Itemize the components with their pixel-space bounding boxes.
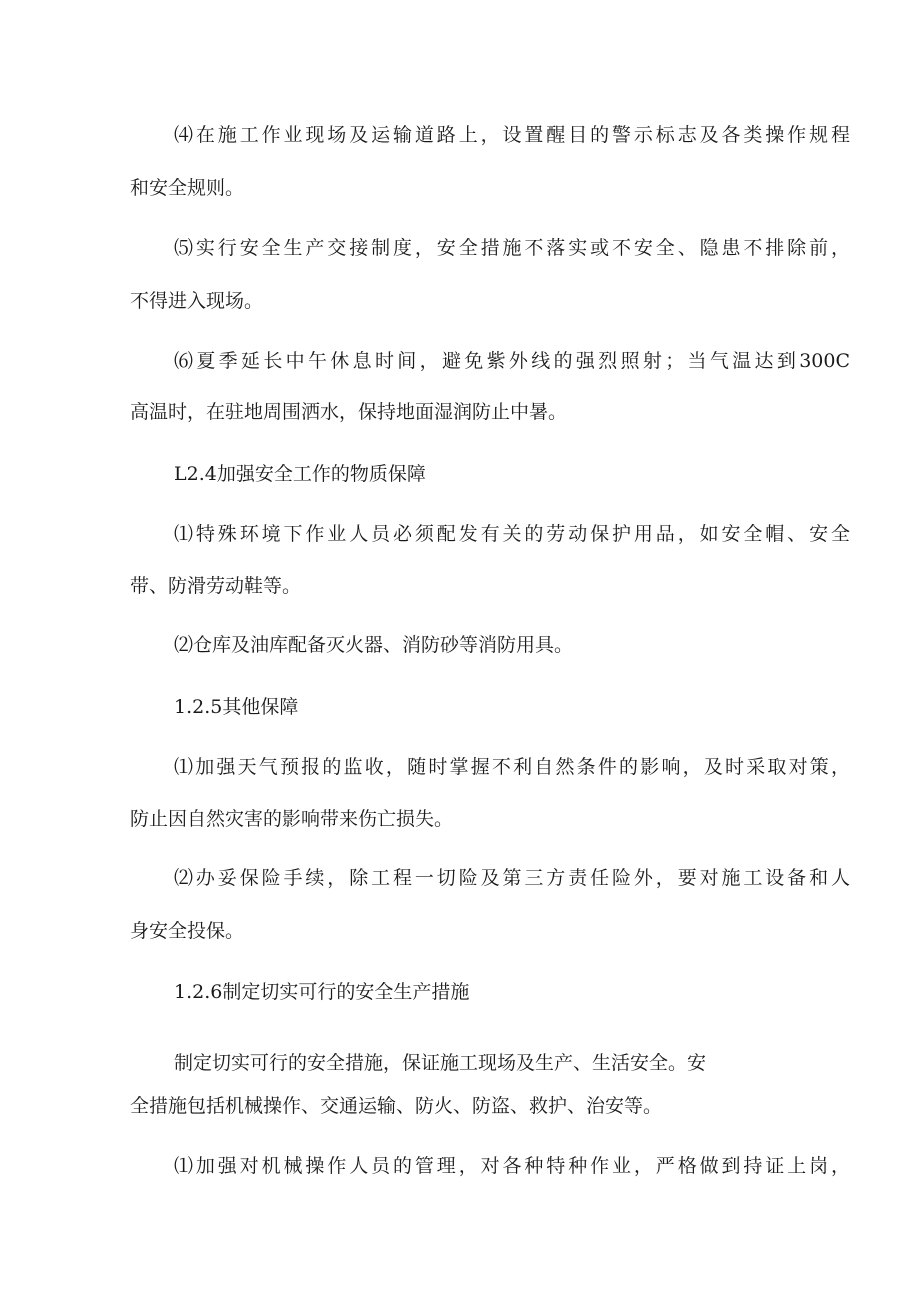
material-item-2: ⑵仓库及油库配备灭火器、消防砂等消防用具。 [174, 634, 574, 656]
measures-intro-line-1: 制定切实可行的安全措施，保证施工现场及生产、生活安全。安 [174, 1052, 707, 1074]
paragraph-5-line-2: 不得进入现场。 [130, 290, 264, 312]
material-item-1-line-2: 带、防滑劳动鞋等。 [130, 575, 302, 597]
paragraph-6-line-1: ⑹夏季延长中午休息时间，避免紫外线的强烈照射；当气温达到300C [174, 350, 850, 372]
paragraph-4-line-1: ⑷在施工作业现场及运输道路上，设置醒目的警示标志及各类操作规程 [174, 124, 850, 146]
section-heading-l24: L2.4加强安全工作的物质保障 [174, 463, 426, 485]
paragraph-6-line-2: 高温时，在驻地周围洒水，保持地面湿润防止中暑。 [130, 401, 568, 423]
material-item-1-line-1: ⑴特殊环境下作业人员必须配发有关的劳动保护用品，如安全帽、安全 [174, 523, 850, 545]
section-heading-126: 1.2.6制定切实可行的安全生产措施 [174, 981, 470, 1003]
section-heading-125: 1.2.5其他保障 [174, 696, 299, 718]
measures-intro-line-2: 全措施包括机械操作、交通运输、防火、防盗、救护、治安等。 [130, 1095, 663, 1117]
measures-item-1-line-1: ⑴加强对机械操作人员的管理，对各种特种作业，严格做到持证上岗， [174, 1155, 850, 1177]
other-item-2-line-2: 身安全投保。 [130, 920, 245, 942]
other-item-2-line-1: ⑵办妥保险手续，除工程一切险及第三方责任险外，要对施工设备和人 [174, 867, 850, 889]
other-item-1-line-1: ⑴加强天气预报的监收，随时掌握不利自然条件的影响，及时采取对策， [174, 756, 850, 778]
paragraph-4-line-2: 和安全规则。 [130, 177, 245, 199]
other-item-1-line-2: 防止因自然灾害的影响带来伤亡损失。 [130, 808, 454, 830]
paragraph-5-line-1: ⑸实行安全生产交接制度，安全措施不落实或不安全、隐患不排除前， [174, 237, 850, 259]
